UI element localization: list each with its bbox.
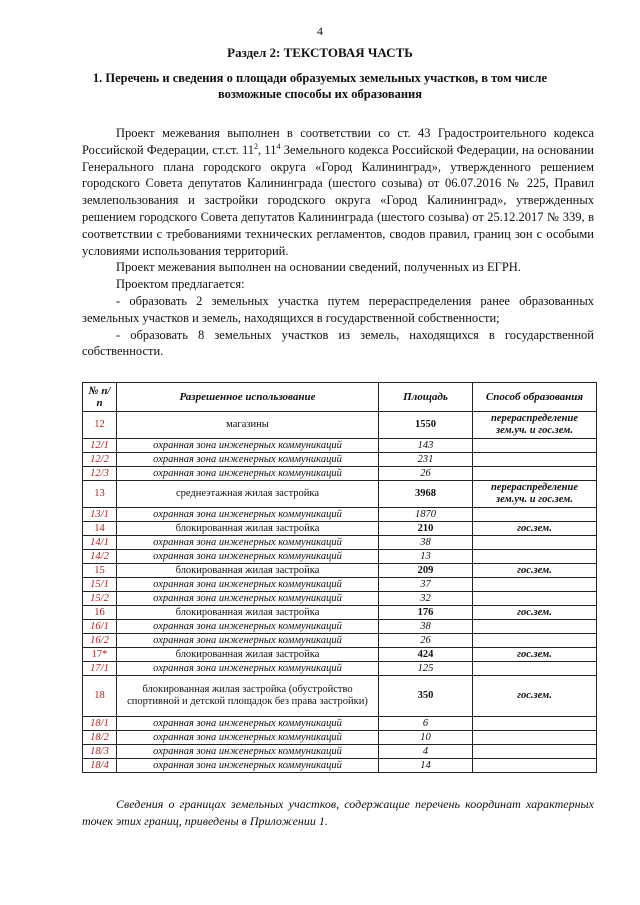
cell-num: 12/3 (83, 467, 117, 481)
cell-use: охранная зона инженерных коммуникаций (117, 467, 379, 481)
cell-method: гос.зем. (473, 676, 597, 717)
cell-area: 4 (379, 745, 473, 759)
cell-use: охранная зона инженерных коммуникаций (117, 508, 379, 522)
cell-method (473, 759, 597, 773)
cell-area: 3968 (379, 481, 473, 508)
table-row (83, 453, 597, 467)
cell-method (473, 745, 597, 759)
cell-use: среднеэтажная жилая застройка (117, 481, 379, 508)
subsection-title: 1. Перечень и сведения о площади образуемых земельных участков, в том числе возможные способы их образования (92, 71, 548, 101)
table-row (83, 412, 597, 439)
cell-method: гос.зем. (473, 648, 597, 662)
cell-area: 143 (379, 439, 473, 453)
cell-num: 14/1 (83, 536, 117, 550)
table-row (83, 731, 597, 745)
cell-use: магазины (117, 412, 379, 439)
cell-use: охранная зона инженерных коммуникаций (117, 620, 379, 634)
cell-use: охранная зона инженерных коммуникаций (117, 759, 379, 773)
cell-num: 14 (83, 522, 117, 536)
header-use: Разрешенное использование (117, 383, 379, 412)
header-method: Способ образования (473, 383, 597, 412)
table-row (83, 606, 597, 620)
cell-area: 176 (379, 606, 473, 620)
paragraph-item-redistribution: - образовать 2 земельных участка путем перераспределения ранее образованных земельных участков и земель, находящихся в государственной собственности; (82, 293, 594, 325)
cell-num: 12/2 (83, 453, 117, 467)
table-row (83, 759, 597, 773)
paragraph-proposal: Проектом предлагается: (116, 277, 245, 292)
cell-area: 38 (379, 536, 473, 550)
table-row (83, 481, 597, 508)
cell-use: блокированная жилая застройка (117, 522, 379, 536)
cell-method (473, 550, 597, 564)
cell-method: гос.зем. (473, 522, 597, 536)
cell-use: охранная зона инженерных коммуникаций (117, 439, 379, 453)
cell-num: 15/1 (83, 578, 117, 592)
cell-area: 424 (379, 648, 473, 662)
cell-area: 37 (379, 578, 473, 592)
cell-method (473, 536, 597, 550)
cell-method (473, 467, 597, 481)
cell-num: 12/1 (83, 439, 117, 453)
cell-method (473, 508, 597, 522)
cell-use: блокированная жилая застройка (обустройство спортивной и детской площадок без права застройки) (117, 676, 379, 717)
cell-use: блокированная жилая застройка (117, 648, 379, 662)
cell-method: гос.зем. (473, 564, 597, 578)
land-plots-table (82, 382, 597, 773)
cell-use: охранная зона инженерных коммуникаций (117, 453, 379, 467)
cell-num: 18/2 (83, 731, 117, 745)
table-row (83, 648, 597, 662)
cell-use: охранная зона инженерных коммуникаций (117, 550, 379, 564)
cell-use: охранная зона инженерных коммуникаций (117, 592, 379, 606)
table-row (83, 550, 597, 564)
cell-num: 12 (83, 412, 117, 439)
cell-area: 1870 (379, 508, 473, 522)
cell-num: 18/4 (83, 759, 117, 773)
page-number: 4 (317, 24, 323, 38)
cell-method (473, 439, 597, 453)
cell-method (473, 662, 597, 676)
cell-use: охранная зона инженерных коммуникаций (117, 745, 379, 759)
table-row (83, 676, 597, 717)
cell-area: 10 (379, 731, 473, 745)
cell-use: охранная зона инженерных коммуникаций (117, 731, 379, 745)
table-body (83, 412, 597, 773)
cell-use: охранная зона инженерных коммуникаций (117, 536, 379, 550)
header-area: Площадь (379, 383, 473, 412)
paragraph-legal-basis: Проект межевания выполнен в соответствии со ст. 43 Градостроительного кодекса Российской Федерации, ст.ст. $11^2$, $11^4$ Земельного кодекса Российской Федерации, на основании Генерального плана городского округа «Город Калининград», утвержденного решением городского Совета депутатов Калининграда (шестого созыва) от 06.07.2016 № 225, Правил землепользования и застройки городского округа «Город Калининград», утвержденных решением городского Совета депутатов Калининграда (шестого созыва) от 25.12.2017 № 339, в соответствии с требованиями технических регламентов, сводов правил, границ зон с особыми условиями использования территорий. (82, 126, 594, 258)
cell-num: 15/2 (83, 592, 117, 606)
footnote: Сведения о границах земельных участков, содержащие перечень координат характерных точек этих границ, приведены в Приложении 1. (82, 797, 594, 828)
cell-method (473, 620, 597, 634)
cell-method (473, 717, 597, 731)
table-row (83, 592, 597, 606)
cell-method: перераспределение зем.уч. и гос.зем. (473, 481, 597, 508)
cell-use: блокированная жилая застройка (117, 564, 379, 578)
cell-num: 16/2 (83, 634, 117, 648)
cell-method (473, 453, 597, 467)
cell-use: охранная зона инженерных коммуникаций (117, 662, 379, 676)
cell-area: 1550 (379, 412, 473, 439)
cell-num: 16 (83, 606, 117, 620)
cell-method (473, 634, 597, 648)
cell-area: 38 (379, 620, 473, 634)
cell-num: 13 (83, 481, 117, 508)
cell-method (473, 592, 597, 606)
table-header-row (83, 383, 597, 412)
cell-method (473, 578, 597, 592)
cell-num: 18 (83, 676, 117, 717)
table-row (83, 439, 597, 453)
cell-area: 14 (379, 759, 473, 773)
cell-area: 26 (379, 634, 473, 648)
table-row (83, 620, 597, 634)
cell-num: 14/2 (83, 550, 117, 564)
table-row (83, 508, 597, 522)
table-row (83, 578, 597, 592)
table-row (83, 634, 597, 648)
cell-method: гос.зем. (473, 606, 597, 620)
table-row (83, 717, 597, 731)
paragraph-item-new-plots: - образовать 8 земельных участков из земель, находящихся в государственной собственности. (82, 327, 594, 359)
cell-area: 6 (379, 717, 473, 731)
cell-method: перераспределение зем.уч. и гос.зем. (473, 412, 597, 439)
paragraph-egrn: Проект межевания выполнен на основании сведений, полученных из ЕГРН. (116, 260, 521, 275)
table-row (83, 536, 597, 550)
cell-num: 18/1 (83, 717, 117, 731)
cell-use: охранная зона инженерных коммуникаций (117, 634, 379, 648)
cell-use: блокированная жилая застройка (117, 606, 379, 620)
cell-area: 125 (379, 662, 473, 676)
header-num: № п/п (83, 383, 117, 412)
cell-use: охранная зона инженерных коммуникаций (117, 717, 379, 731)
cell-area: 32 (379, 592, 473, 606)
cell-area: 13 (379, 550, 473, 564)
cell-num: 18/3 (83, 745, 117, 759)
cell-num: 16/1 (83, 620, 117, 634)
table-row (83, 745, 597, 759)
cell-use: охранная зона инженерных коммуникаций (117, 578, 379, 592)
cell-num: 15 (83, 564, 117, 578)
cell-area: 231 (379, 453, 473, 467)
table-row (83, 467, 597, 481)
cell-num: 17* (83, 648, 117, 662)
cell-area: 209 (379, 564, 473, 578)
table-row (83, 522, 597, 536)
body-text (82, 125, 594, 360)
cell-area: 350 (379, 676, 473, 717)
section-title: Раздел 2: ТЕКСТОВАЯ ЧАСТЬ (227, 45, 413, 60)
cell-area: 210 (379, 522, 473, 536)
table-row (83, 662, 597, 676)
table-row (83, 564, 597, 578)
cell-num: 17/1 (83, 662, 117, 676)
cell-num: 13/1 (83, 508, 117, 522)
cell-area: 26 (379, 467, 473, 481)
cell-method (473, 731, 597, 745)
